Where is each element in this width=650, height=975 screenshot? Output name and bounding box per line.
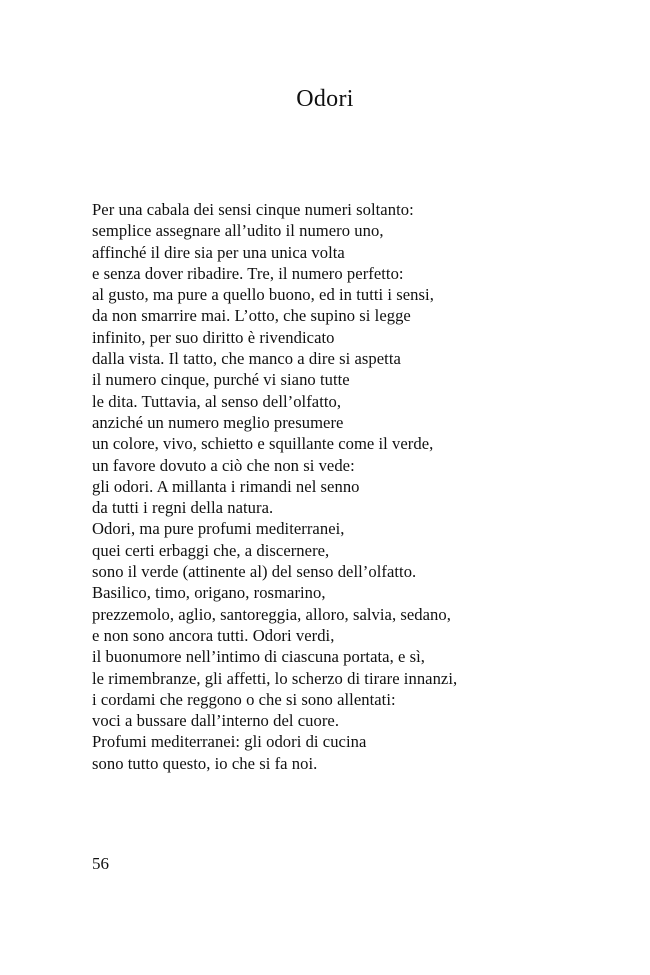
poem-line: infinito, per suo diritto è rivendicato <box>92 327 335 347</box>
poem-line: le rimembranze, gli affetti, lo scherzo di tirare innanzi, <box>92 668 458 688</box>
poem-line: da non smarrire mai. L’otto, che supino si legge <box>92 306 411 326</box>
poem-line: Profumi mediterranei: gli odori di cucina <box>92 732 367 752</box>
poem-line: e non sono ancora tutti. Odori verdi, <box>92 625 335 645</box>
poem-line: da tutti i regni della natura. <box>92 498 274 518</box>
poem-line: il buonumore nell’intimo di ciascuna portata, e sì, <box>92 647 425 667</box>
poem-line: e senza dover ribadire. Tre, il numero perfetto: <box>92 263 404 283</box>
poem-line: sono tutto questo, io che si fa noi. <box>92 753 318 773</box>
poem-line: dalla vista. Il tatto, che manco a dire si aspetta <box>92 349 401 369</box>
poem-line: semplice assegnare all’udito il numero uno, <box>92 221 384 241</box>
poem-line: anziché un numero meglio presumere <box>92 412 344 432</box>
poem-line: i cordami che reggono o che si sono allentati: <box>92 689 396 709</box>
poem-line: sono il verde (attinente al) del senso dell’olfatto. <box>92 562 417 582</box>
poem-line: un favore dovuto a ciò che non si vede: <box>92 455 355 475</box>
poem-line: prezzemolo, aglio, santoreggia, alloro, salvia, sedano, <box>92 604 451 624</box>
page-number: 56 <box>92 854 109 873</box>
poem-line: voci a bussare dall’interno del cuore. <box>92 711 340 731</box>
poem-line: al gusto, ma pure a quello buono, ed in tutti i sensi, <box>92 285 434 305</box>
poem-line: Basilico, timo, origano, rosmarino, <box>92 583 326 603</box>
poem-body <box>92 199 572 774</box>
poem-line: affinché il dire sia per una unica volta <box>92 242 345 262</box>
poem-line: Per una cabala dei sensi cinque numeri soltanto: <box>92 200 414 219</box>
poem-line: un colore, vivo, schietto e squillante come il verde, <box>92 434 434 454</box>
poem-line: quei certi erbaggi che, a discernere, <box>92 540 330 560</box>
poem-line: le dita. Tuttavia, al senso dell’olfatto, <box>92 391 342 411</box>
poem-line: gli odori. A millanta i rimandi nel senno <box>92 476 360 496</box>
page-title: Odori <box>296 86 354 112</box>
poem-line: Odori, ma pure profumi mediterranei, <box>92 519 345 539</box>
poem-line: il numero cinque, purché vi siano tutte <box>92 370 350 390</box>
